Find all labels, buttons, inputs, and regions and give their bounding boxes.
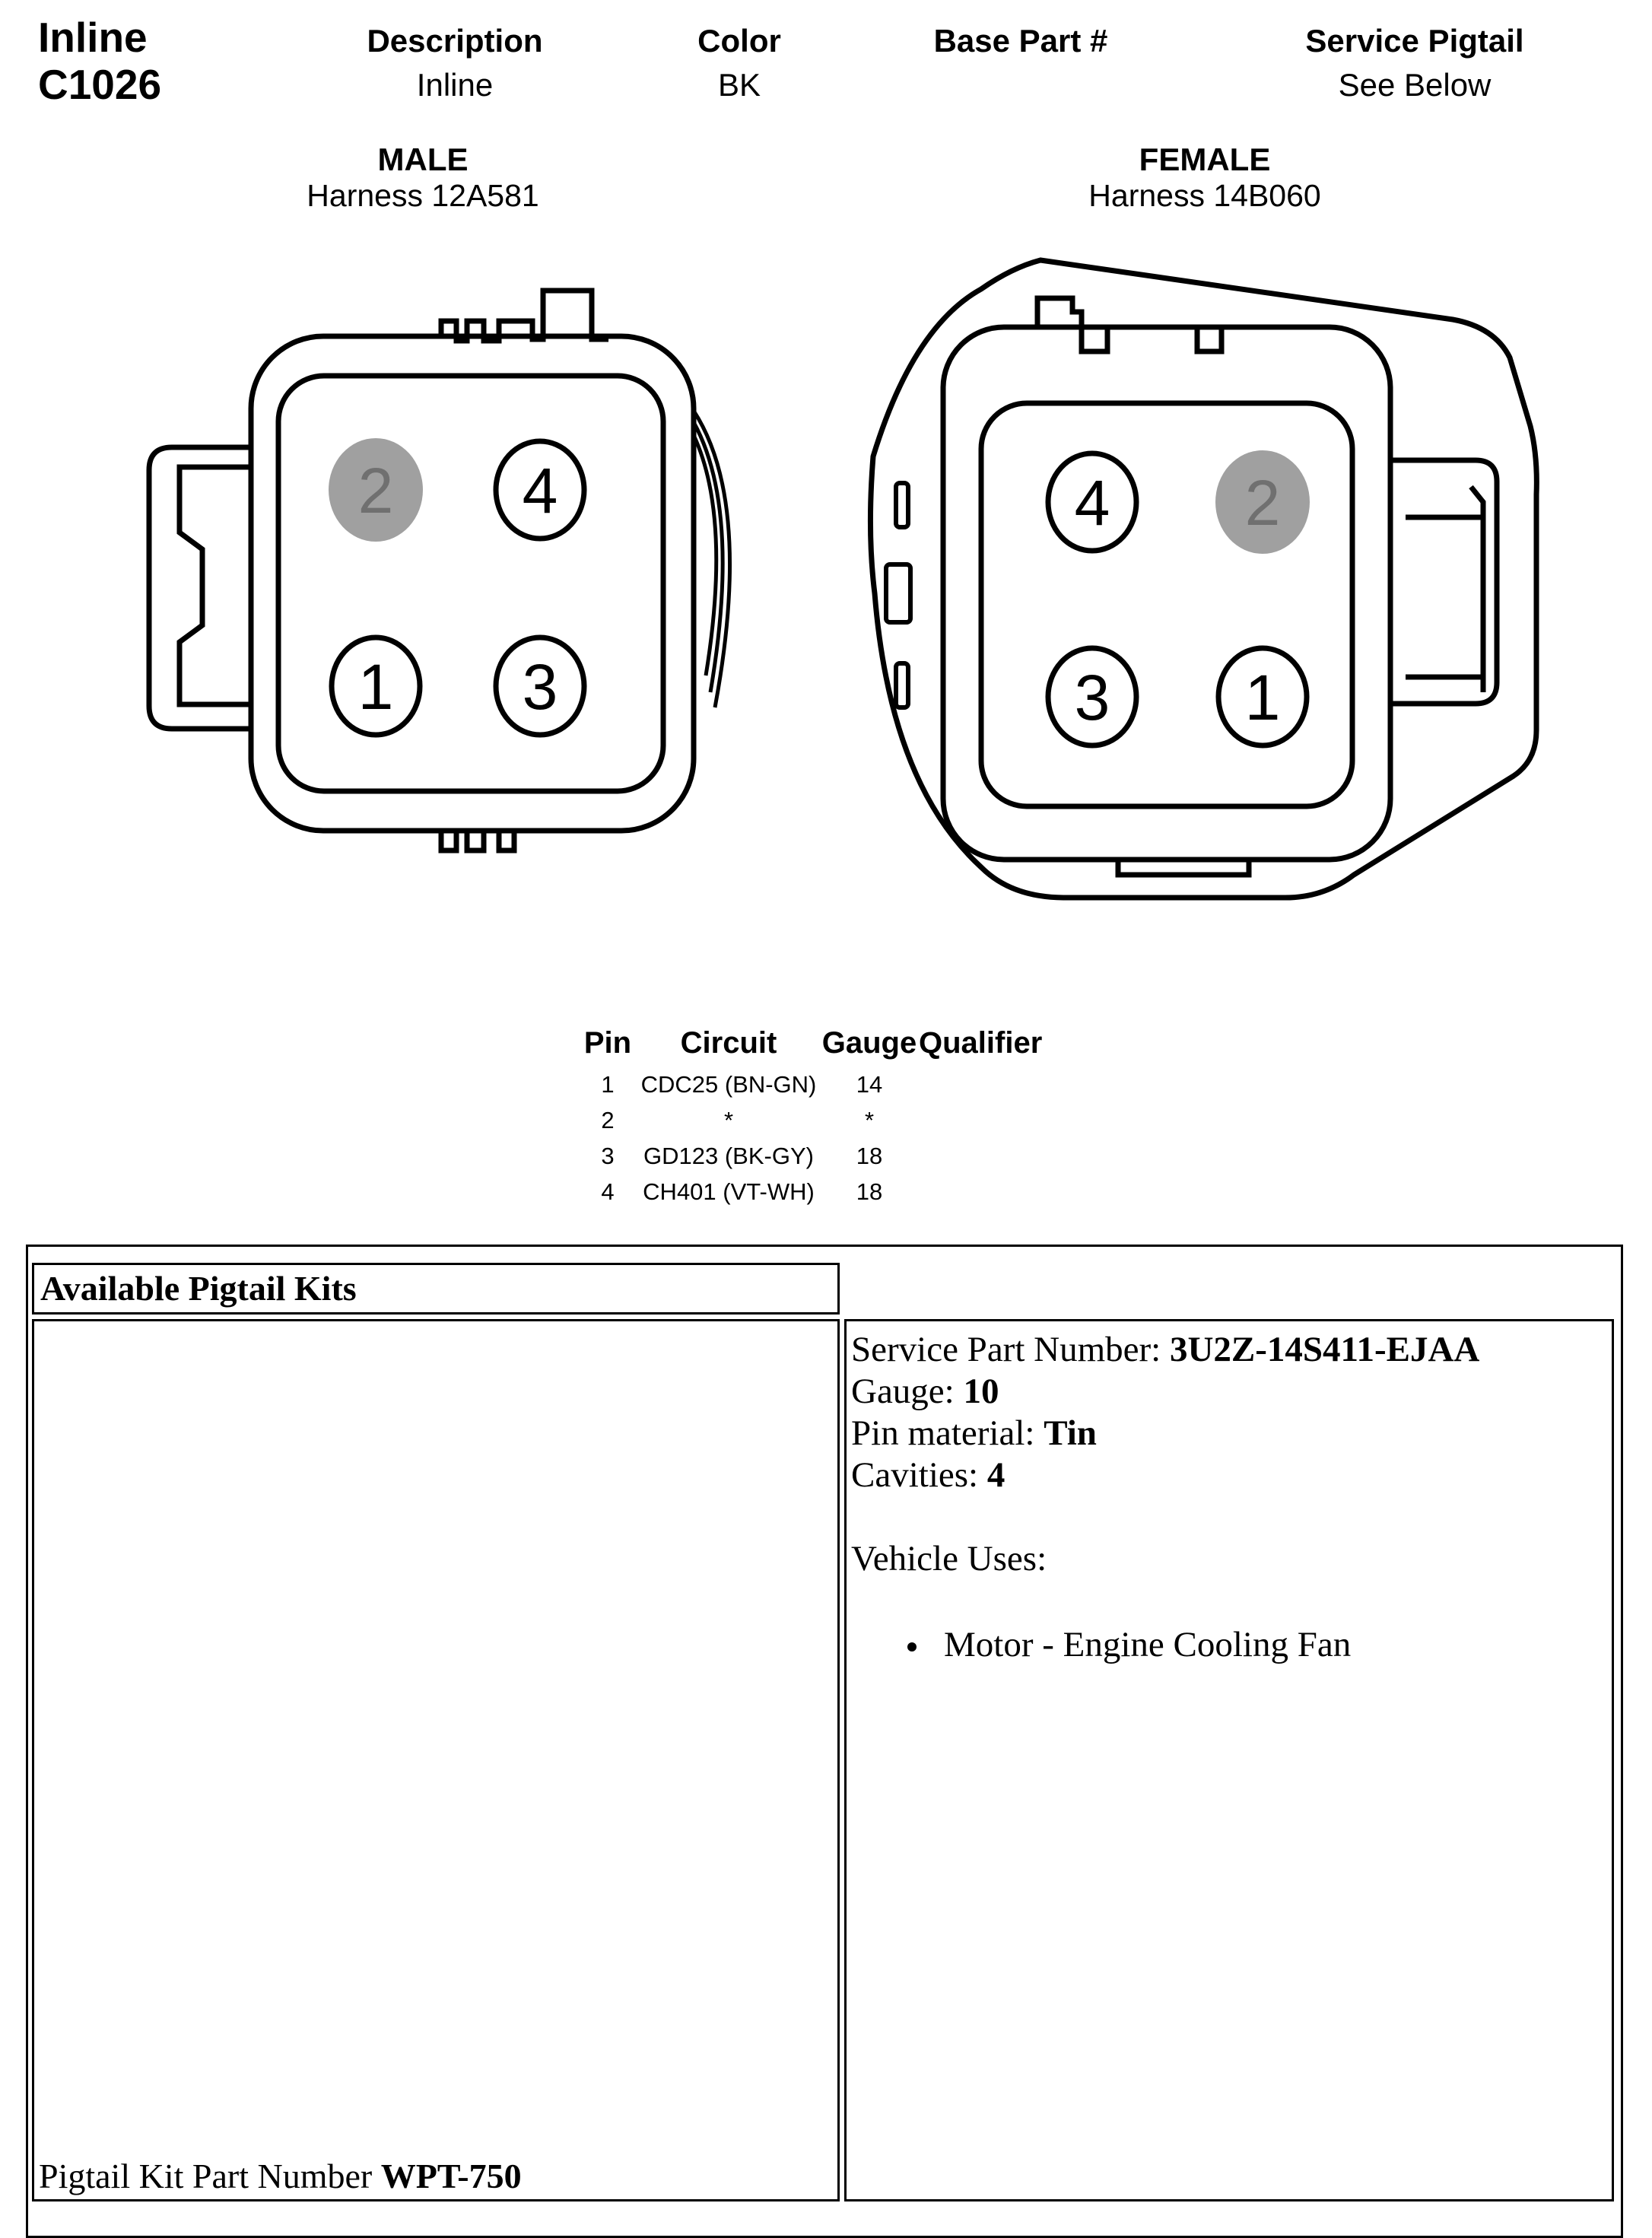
circuit-cell: CDC25 (BN-GN): [640, 1070, 817, 1098]
bullet-icon: [907, 1642, 917, 1651]
gauge-cell: 18: [856, 1142, 883, 1169]
female-pin-1-label: 1: [1244, 662, 1281, 733]
qualifier-header: Qualifier: [919, 1025, 1043, 1060]
description-column: [295, 23, 615, 103]
service-pigtail-label: Service Pigtail: [1305, 23, 1524, 59]
service-part-label: Service Part Number:: [851, 1330, 1170, 1369]
male-pin-1-label: 1: [357, 651, 394, 723]
male-connector-diagram: [137, 274, 776, 867]
gauge-cell: 18: [856, 1178, 883, 1205]
table-row: [578, 1102, 1048, 1138]
circuit-cell: GD123 (BK-GY): [643, 1142, 814, 1169]
base-part-label: Base Part #: [933, 23, 1108, 59]
qualifier-cell: [919, 1138, 1048, 1174]
service-pigtail-value: See Below: [1338, 67, 1492, 103]
pin-cell: 2: [601, 1106, 615, 1133]
kit-part-number: [39, 2156, 522, 2196]
kit-part-label: Pigtail Kit Part Number: [39, 2157, 381, 2195]
pin-header: Pin: [583, 1025, 632, 1060]
female-housing: [870, 260, 1536, 898]
male-pin-4: [496, 441, 584, 539]
gauge-value: 10: [963, 1372, 999, 1411]
cavities-line: [851, 1454, 1612, 1496]
gauge-line: [851, 1371, 1612, 1413]
vehicle-use-text: Motor - Engine Cooling Fan: [944, 1625, 1352, 1664]
table-row: [578, 1174, 1048, 1210]
female-title: FEMALE: [1139, 141, 1271, 177]
circuit-cell: *: [723, 1106, 734, 1133]
qualifier-cell: [919, 1102, 1048, 1138]
gauge-label: Gauge:: [851, 1372, 964, 1411]
kits-title: Available Pigtail Kits: [40, 1269, 357, 1308]
male-title: MALE: [377, 141, 469, 177]
connector-location: Inline: [38, 14, 148, 61]
table-row: [578, 1067, 1048, 1102]
female-connector-diagram: [852, 243, 1552, 913]
male-pin-2: [329, 438, 423, 542]
list-item: [851, 1624, 1612, 1666]
female-pin-1: [1218, 648, 1307, 745]
male-side-arcs: [694, 411, 730, 707]
description-label: Description: [367, 23, 543, 59]
service-pigtail-column: [1255, 23, 1574, 103]
kits-title-cell: [32, 1263, 840, 1315]
male-pin-3: [496, 637, 584, 735]
male-pin-2-label: 2: [357, 455, 394, 526]
gauge-cell: 14: [856, 1070, 883, 1098]
female-pin-3-label: 3: [1074, 662, 1110, 733]
female-pin-3: [1048, 648, 1136, 745]
description-value: Inline: [416, 67, 494, 103]
service-part-line: [851, 1329, 1612, 1371]
pin-material-value: Tin: [1044, 1413, 1097, 1453]
qualifier-cell: [919, 1067, 1048, 1102]
pin-cell: 1: [601, 1070, 615, 1098]
gauge-cell: *: [864, 1106, 875, 1133]
pin-table-header: [578, 1019, 1048, 1067]
qualifier-cell: [919, 1174, 1048, 1210]
service-part-value: 3U2Z-14S411-EJAA: [1169, 1330, 1480, 1369]
cavities-label: Cavities:: [851, 1455, 987, 1495]
female-pin-2: [1215, 450, 1310, 554]
male-housing: [149, 291, 694, 850]
kit-info-cell: [844, 1319, 1614, 2201]
female-pin-4: [1048, 453, 1136, 551]
kit-part-value: WPT-750: [380, 2157, 522, 2195]
female-pin-4-label: 4: [1074, 467, 1110, 539]
pin-table: [578, 1019, 1048, 1210]
pin-material-line: [851, 1413, 1612, 1454]
vehicle-uses-label: Vehicle Uses:: [851, 1539, 1047, 1578]
color-value: BK: [717, 67, 761, 103]
circuit-header: Circuit: [680, 1025, 777, 1060]
table-row: [578, 1138, 1048, 1174]
color-column: [580, 23, 899, 103]
female-harness: Harness 14B060: [1088, 178, 1321, 213]
female-side-slots: [886, 483, 910, 707]
connector-id: C1026: [38, 61, 162, 108]
gauge-header: Gauge: [821, 1025, 917, 1060]
male-pin-3-label: 3: [522, 651, 558, 723]
male-pin-1: [332, 637, 420, 735]
circuit-cell: CH401 (VT-WH): [643, 1178, 815, 1205]
cavities-value: 4: [986, 1455, 1005, 1495]
color-label: Color: [697, 23, 781, 59]
pin-cell: 3: [601, 1142, 615, 1169]
pin-cell: 4: [601, 1178, 615, 1205]
kit-image-cell: [32, 1319, 840, 2201]
pin-material-label: Pin material:: [851, 1413, 1044, 1453]
female-pin-2-label: 2: [1244, 467, 1281, 539]
base-part-column: [861, 23, 1180, 67]
male-harness: Harness 12A581: [307, 178, 539, 213]
male-pin-4-label: 4: [522, 455, 558, 526]
